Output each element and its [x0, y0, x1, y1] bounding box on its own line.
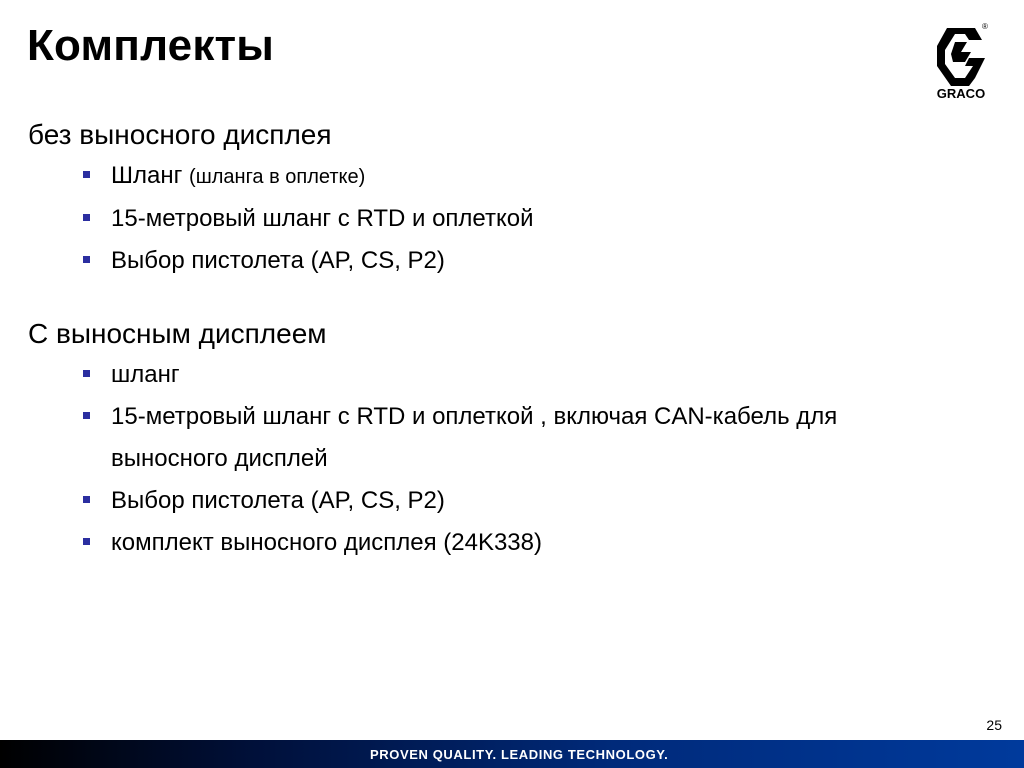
bullet-square-icon — [83, 496, 90, 503]
section-without-remote-display — [28, 115, 988, 282]
graco-logo-icon — [925, 20, 997, 100]
list-item — [83, 522, 988, 564]
bullet-square-icon — [83, 214, 90, 221]
list-item — [83, 480, 988, 522]
bullet-square-icon — [83, 370, 90, 377]
bullet-list — [28, 155, 988, 282]
list-item — [83, 155, 988, 198]
list-item — [83, 240, 988, 282]
slide-title: Комплекты — [27, 21, 275, 70]
registered-mark: ® — [982, 22, 988, 31]
list-item — [83, 354, 988, 396]
footer-bar — [0, 740, 1024, 768]
bullet-list — [28, 354, 988, 564]
section-heading: без выносного дисплея — [28, 119, 332, 150]
list-item-text: шланг — [111, 361, 180, 388]
bullet-square-icon — [83, 171, 90, 178]
list-item-text: комплект выносного дисплея (24K338) — [111, 529, 542, 556]
section-heading: С выносным дисплеем — [28, 318, 327, 349]
section-with-remote-display — [28, 314, 988, 564]
list-item — [83, 198, 988, 240]
list-item-text: Выбор пистолета (AP, CS, P2) — [111, 247, 445, 274]
list-item-text: 15-метровый шланг с RTD и оплеткой — [111, 205, 534, 232]
list-item-text: Выбор пистолета (AP, CS, P2) — [111, 487, 445, 514]
bullet-square-icon — [83, 412, 90, 419]
list-item-text: 15-метровый шланг с RTD и оплеткой , включая CAN-кабель для выносного дисплей — [111, 403, 838, 472]
list-item-note: (шланга в оплетке) — [189, 166, 366, 188]
bullet-square-icon — [83, 256, 90, 263]
logo-text: GRACO — [936, 86, 986, 100]
footer-tagline: PROVEN QUALITY. LEADING TECHNOLOGY. — [370, 747, 669, 762]
bullet-square-icon — [83, 538, 90, 545]
list-item — [83, 396, 931, 480]
page-number: 25 — [986, 717, 1002, 733]
slide-content — [28, 115, 988, 564]
list-item-text: Шланг — [111, 162, 183, 189]
